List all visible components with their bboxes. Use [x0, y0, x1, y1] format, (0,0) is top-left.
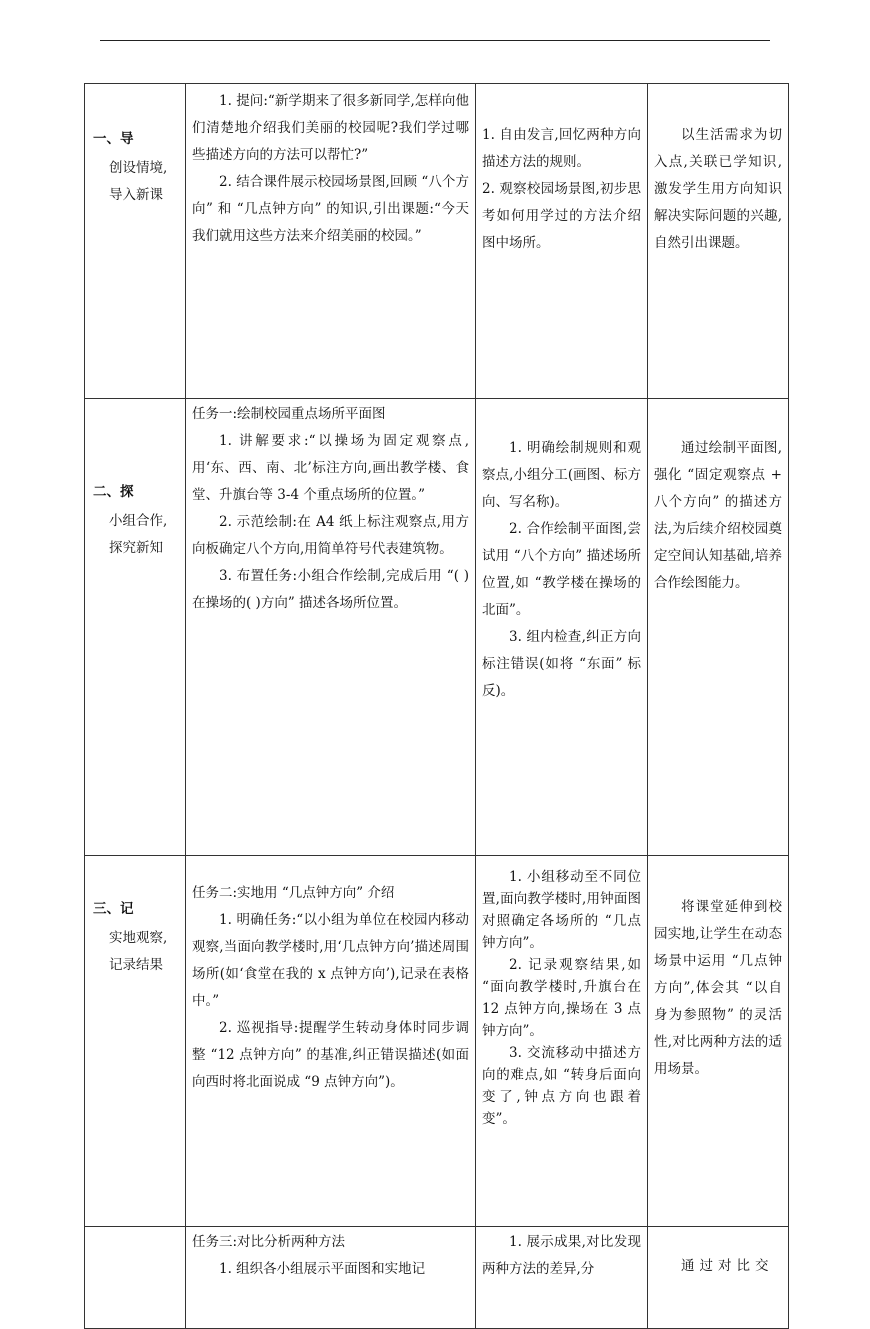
stage-subtitle: 实地观察,: [109, 930, 168, 946]
design-intent-cell: [648, 399, 789, 856]
student-step: 2. 合作绘制平面图,尝试用 “八个方向” 描述场所位置,如 “教学楼在操场的北面”。: [482, 521, 641, 618]
stage-subtitle: 创设情境,: [109, 160, 168, 176]
student-step: 2. 记录观察结果,如 “面向教学楼时,升旗台在 12 点钟方向,操场在 3 点钟方向”。: [482, 957, 641, 1039]
teacher-step: 2. 巡视指导:提醒学生转动身体时同步调整 “12 点钟方向” 的基准,纠正错误描述(如面向西时将北面说成 “9 点钟方向”)。: [192, 1020, 469, 1090]
student-step: 1. 展示成果,对比发现两种方法的差异,分: [482, 1234, 641, 1277]
design-intent: 以生活需求为切入点,关联已学知识,激发学生用方向知识解决实际问题的兴趣,自然引出课题。: [654, 127, 782, 251]
teacher-activity-cell: [186, 1227, 476, 1329]
table-row: [85, 84, 789, 399]
student-step: 1. 自由发言,回忆两种方向描述方法的规则。: [482, 127, 641, 170]
header-rule: [100, 40, 770, 41]
stage-cell: [85, 1227, 186, 1329]
design-intent-cell: [648, 856, 789, 1227]
stage-cell: [85, 399, 186, 856]
stage-subtitle: 记录结果: [109, 957, 163, 973]
stage-subtitle: 探究新知: [109, 540, 163, 556]
task-title: 任务二:实地用 “几点钟方向” 介绍: [192, 885, 395, 901]
teacher-activity-cell: [186, 856, 476, 1227]
teacher-step: 2. 示范绘制:在 A4 纸上标注观察点,用方向板确定八个方向,用简单符号代表建筑物。: [192, 514, 469, 557]
teacher-activity-cell: [186, 399, 476, 856]
stage-title: 二、探: [93, 484, 134, 500]
teacher-step: 1. 组织各小组展示平面图和实地记: [219, 1261, 426, 1277]
teacher-activity-cell: [186, 84, 476, 399]
teacher-step: 1. 明确任务:“以小组为单位在校园内移动观察,当面向教学楼时,用‘几点钟方向’描述周围场所(如‘食堂在我的 x 点钟方向’),记录在表格中。”: [192, 912, 469, 1009]
teacher-step: 1. 讲解要求:“以操场为固定观察点,用‘东、西、南、北’标注方向,画出教学楼、食堂、升旗台等 3-4 个重点场所的位置。”: [192, 433, 469, 503]
student-step: 1. 明确绘制规则和观察点,小组分工(画图、标方向、写名称)。: [482, 440, 641, 510]
student-activity-cell: [476, 1227, 648, 1329]
student-step: 3. 组内检查,纠正方向标注错误(如将 “东面” 标反)。: [482, 629, 641, 699]
stage-title: 三、记: [93, 901, 134, 917]
design-intent-cell: [648, 84, 789, 399]
student-activity-cell: [476, 856, 648, 1227]
design-intent: 通过对比交: [681, 1258, 774, 1274]
teacher-step: 1. 提问:“新学期来了很多新同学,怎样向他们清楚地介绍我们美丽的校园呢?我们学过哪些描述方向的方法可以帮忙?”: [192, 93, 469, 163]
task-title: 任务一:绘制校园重点场所平面图: [192, 406, 386, 422]
stage-subtitle: 导入新课: [109, 187, 163, 203]
teacher-step: 3. 布置任务:小组合作绘制,完成后用 “( )在操场的( )方向” 描述各场所位置。: [192, 568, 469, 611]
stage-cell: [85, 84, 186, 399]
stage-subtitle: 小组合作,: [109, 513, 168, 529]
table-row: [85, 399, 789, 856]
student-activity-cell: [476, 399, 648, 856]
table-row: [85, 1227, 789, 1329]
teacher-step: 2. 结合课件展示校园场景图,回顾 “八个方向” 和 “几点钟方向” 的知识,引出课题:“今天我们就用这些方法来介绍美丽的校园。”: [192, 174, 469, 244]
student-activity-cell: [476, 84, 648, 399]
lesson-plan-table: [84, 83, 789, 1329]
design-intent-cell: [648, 1227, 789, 1329]
table-row: [85, 856, 789, 1227]
design-intent: 将课堂延伸到校园实地,让学生在动态场景中运用 “几点钟方向”,体会其 “以自身为参照物” 的灵活性,对比两种方法的适用场景。: [654, 899, 782, 1077]
student-step: 1. 小组移动至不同位置,面向教学楼时,用钟面图对照确定各场所的 “几点钟方向”。: [482, 869, 641, 951]
stage-cell: [85, 856, 186, 1227]
stage-title: 一、导: [93, 131, 134, 147]
task-title: 任务三:对比分析两种方法: [192, 1234, 346, 1250]
student-step: 2. 观察校园场景图,初步思考如何用学过的方法介绍图中场所。: [482, 181, 641, 251]
student-step: 3. 交流移动中描述方向的难点,如 “转身后面向变了,钟点方向也跟着变”。: [482, 1045, 641, 1127]
design-intent: 通过绘制平面图,强化 “固定观察点 + 八个方向” 的描述方法,为后续介绍校园奠定空间认知基础,培养合作绘图能力。: [654, 440, 782, 591]
